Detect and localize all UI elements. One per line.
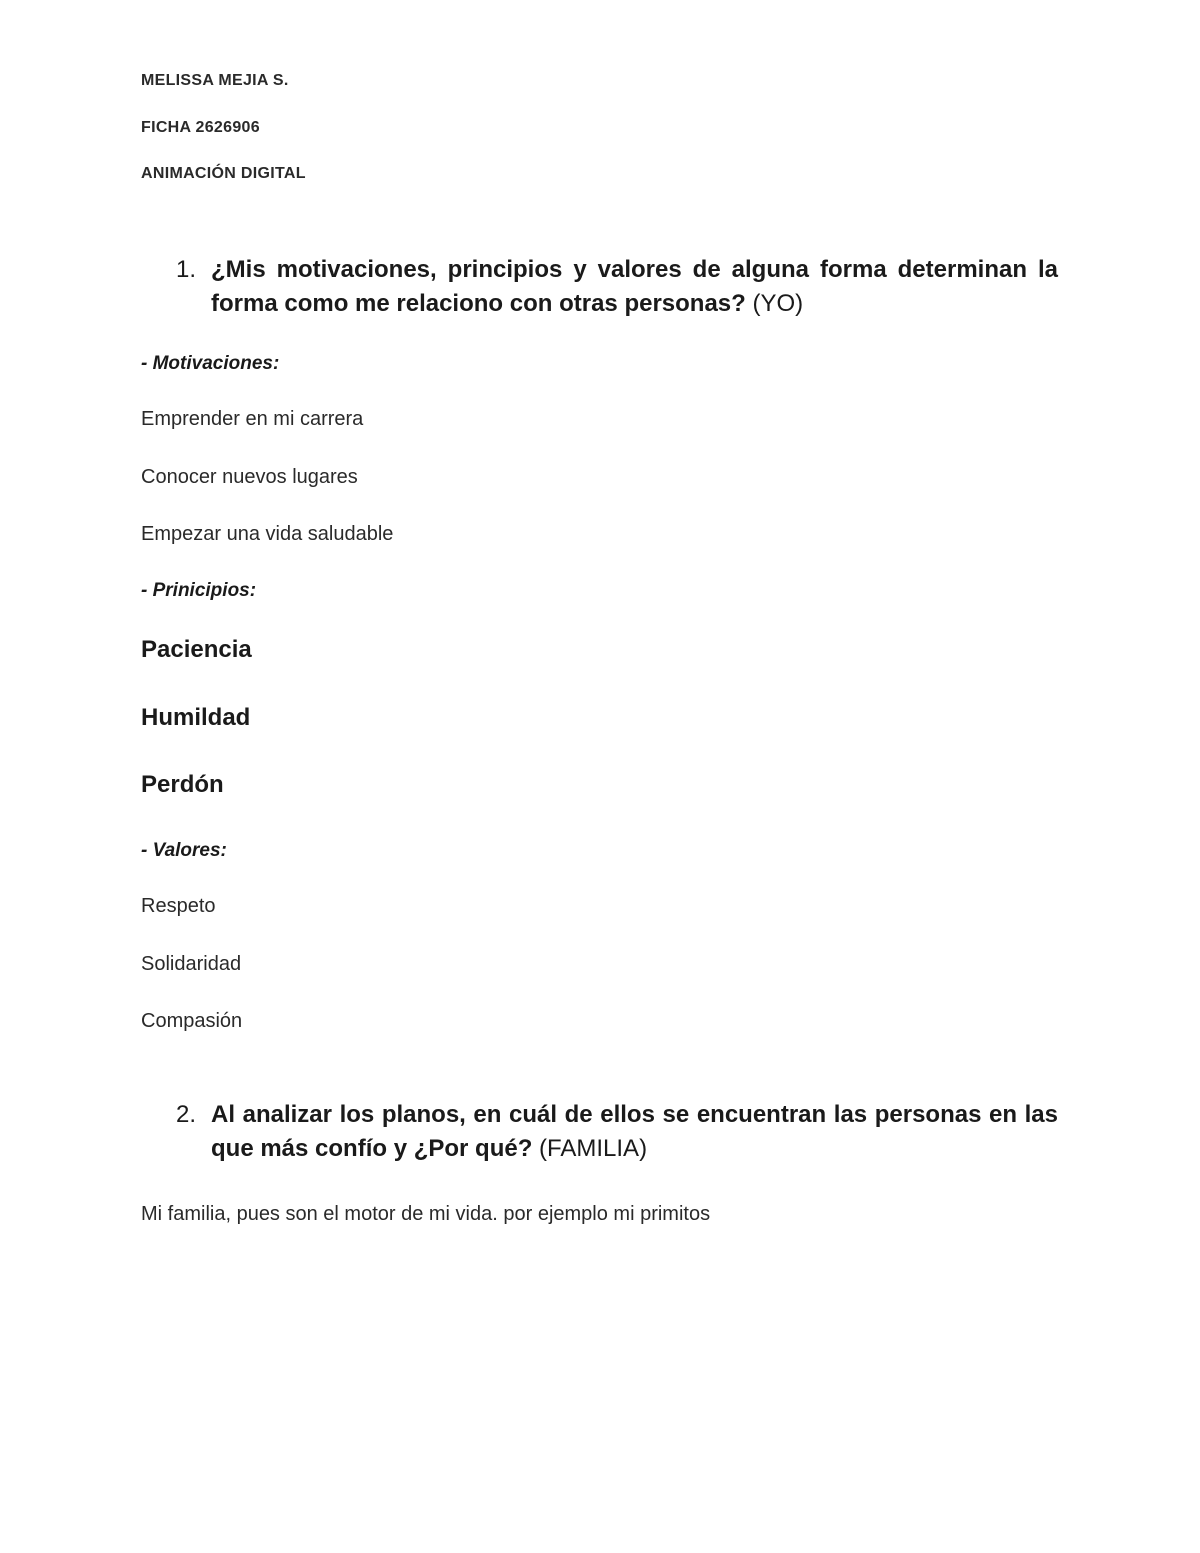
question-2-text	[211, 1098, 1058, 1166]
valor-item: Solidaridad	[141, 953, 242, 975]
question-2-bold-text: Al analizar los planos, en cuál de ellos se encuentran las personas en las que más confío y ¿Por qué?	[211, 1101, 1058, 1162]
question-1	[176, 253, 1058, 321]
motivacion-item: Conocer nuevos lugares	[141, 466, 358, 488]
valor-item: Compasión	[141, 1010, 243, 1032]
question-2-tag: (FAMILIA)	[532, 1135, 648, 1162]
question-1-tag: (YO)	[745, 290, 804, 317]
question-2-number: 2.	[176, 1101, 197, 1128]
motivaciones-label: - Motivaciones:	[141, 353, 280, 374]
question-2	[176, 1098, 1058, 1166]
valores-label: - Valores:	[141, 840, 227, 861]
student-name: MELISSA MEJIA S.	[141, 72, 289, 89]
motivacion-item: Emprender en mi carrera	[141, 408, 364, 430]
principio-item: Perdón	[141, 771, 224, 798]
principio-item: Humildad	[141, 704, 251, 731]
question-1-text	[211, 253, 1058, 321]
principios-label: - Prinicipios:	[141, 580, 257, 601]
program-name: ANIMACIÓN DIGITAL	[141, 165, 306, 182]
question-1-number: 1.	[176, 256, 197, 283]
question-1-bold-text: ¿Mis motivaciones, principios y valores de alguna forma determinan la forma como me relaciono con otras personas?	[211, 256, 1058, 317]
principio-item: Paciencia	[141, 636, 252, 663]
answer-2: Mi familia, pues son el motor de mi vida. por ejemplo mi primitos	[141, 1203, 711, 1225]
ficha-number: FICHA 2626906	[141, 119, 260, 136]
motivacion-item: Empezar una vida saludable	[141, 523, 394, 545]
valor-item: Respeto	[141, 895, 216, 917]
